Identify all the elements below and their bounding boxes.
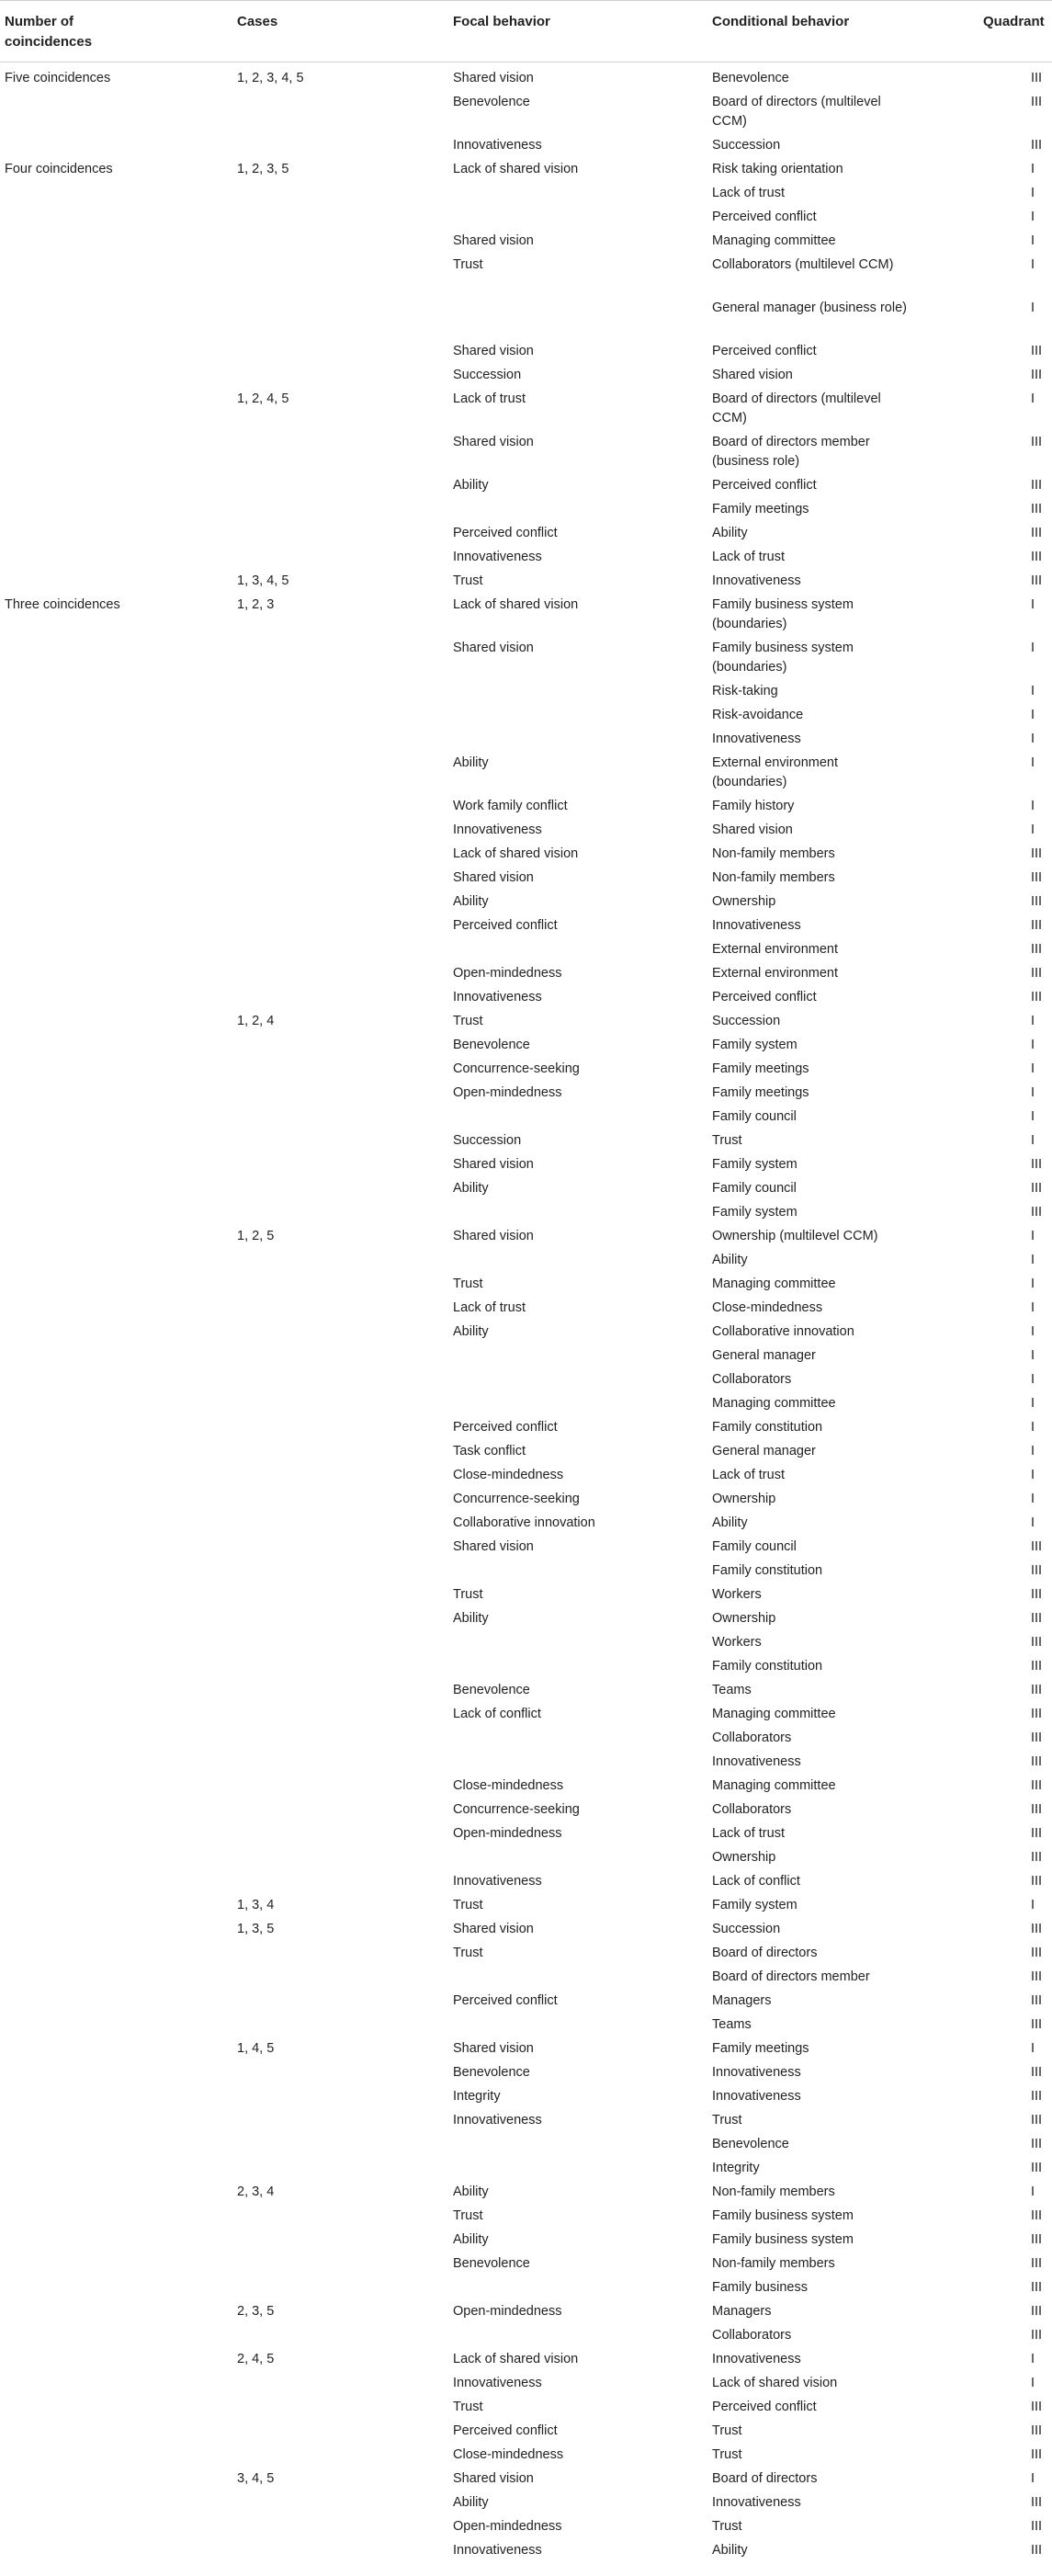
quadrant-cell: III — [1031, 2519, 1043, 2534]
quadrant-cell: III — [1031, 1802, 1043, 1817]
quadrant-cell: I — [1031, 2471, 1035, 2486]
conditional-cell: Family business system — [712, 2208, 854, 2223]
quadrant-cell: III — [1031, 573, 1043, 588]
focal-cell: Shared vision — [453, 71, 534, 85]
quadrant-cell: III — [1031, 990, 1043, 1004]
conditional-cell: Succession — [712, 138, 781, 153]
conditional-cell: Family meetings — [712, 502, 809, 516]
quadrant-cell: III — [1031, 344, 1043, 358]
quadrant-cell: III — [1031, 1563, 1043, 1578]
conditional-cell: Trust — [712, 2447, 742, 2462]
quadrant-cell: III — [1031, 1850, 1043, 1865]
quadrant-cell: III — [1031, 1611, 1043, 1626]
conditional-cell: Non-family members — [712, 2256, 835, 2271]
quadrant-cell: III — [1031, 2423, 1043, 2438]
conditional-cell: Workers — [712, 1635, 762, 1650]
focal-cell: Shared vision — [453, 233, 534, 248]
conditional-cell: Family system — [712, 1898, 797, 1912]
quadrant-cell: I — [1031, 210, 1035, 224]
quadrant-cell: III — [1031, 918, 1043, 933]
cases-cell: 1, 2, 3, 4, 5 — [237, 71, 304, 85]
quadrant-cell: I — [1031, 162, 1035, 176]
cases-cell: 2, 3, 4 — [237, 2184, 275, 2199]
focal-cell: Shared vision — [453, 870, 534, 885]
conditional-cell: Innovativeness — [712, 2089, 801, 2104]
focal-cell: Ability — [453, 2495, 489, 2510]
quadrant-cell: III — [1031, 2328, 1043, 2343]
conditional-cell: Lack of trust — [712, 1468, 785, 1482]
conditional-cell: Trust — [712, 2113, 742, 2128]
conditional-cell: Integrity — [712, 2161, 760, 2175]
focal-cell: Collaborative innovation — [453, 1515, 595, 1530]
conditional-cell: Shared vision — [712, 823, 793, 837]
conditional-cell: Family business system (boundaries) — [712, 641, 854, 675]
quadrant-cell: I — [1031, 1420, 1035, 1435]
quadrant-cell: I — [1031, 1898, 1035, 1912]
focal-cell: Shared vision — [453, 1539, 534, 1554]
quadrant-cell: III — [1031, 1969, 1043, 1984]
conditional-cell: Risk-avoidance — [712, 708, 804, 722]
quadrant-cell: I — [1031, 684, 1035, 698]
focal-cell: Benevolence — [453, 2256, 530, 2271]
quadrant-cell: III — [1031, 71, 1043, 85]
focal-cell: Open-mindedness — [453, 2519, 562, 2534]
conditional-cell: Trust — [712, 1133, 742, 1148]
conditional-cell: Ownership — [712, 1492, 776, 1506]
focal-cell: Task conflict — [453, 1444, 526, 1458]
quadrant-cell: I — [1031, 392, 1035, 406]
conditional-cell: Benevolence — [712, 2137, 789, 2151]
focal-cell: Innovativeness — [453, 2543, 542, 2558]
cases-cell: 1, 3, 5 — [237, 1922, 275, 1936]
quadrant-cell: I — [1031, 1277, 1035, 1291]
quadrant-cell: I — [1031, 2376, 1035, 2390]
focal-cell: Shared vision — [453, 2041, 534, 2056]
conditional-cell: Family meetings — [712, 1061, 809, 1076]
quadrant-cell: III — [1031, 2137, 1043, 2151]
conditional-cell: Collaborators — [712, 1731, 792, 1745]
quadrant-cell: III — [1031, 2017, 1043, 2032]
quadrant-cell: III — [1031, 2304, 1043, 2319]
quadrant-cell: III — [1031, 1754, 1043, 1769]
focal-cell: Shared vision — [453, 2471, 534, 2486]
group-label: Five coincidences — [5, 71, 111, 85]
conditional-cell: Family business — [712, 2280, 808, 2295]
quadrant-cell: III — [1031, 368, 1043, 382]
conditional-cell: General manager — [712, 1348, 816, 1363]
focal-cell: Close-mindedness — [453, 1468, 564, 1482]
focal-cell: Integrity — [453, 2089, 501, 2104]
quadrant-cell: III — [1031, 1946, 1043, 1960]
focal-cell: Open-mindedness — [453, 2304, 562, 2319]
focal-cell: Ability — [453, 478, 489, 493]
quadrant-cell: III — [1031, 1539, 1043, 1554]
conditional-cell: Managing committee — [712, 1778, 836, 1793]
conditional-cell: Board of directors — [712, 1946, 818, 1960]
focal-cell: Concurrence-seeking — [453, 1802, 580, 1817]
focal-cell: Trust — [453, 573, 483, 588]
focal-cell: Shared vision — [453, 435, 534, 449]
quadrant-cell: III — [1031, 1826, 1043, 1841]
conditional-cell: Perceived conflict — [712, 478, 817, 493]
quadrant-cell: III — [1031, 1635, 1043, 1650]
quadrant-cell: III — [1031, 1874, 1043, 1889]
conditional-cell: Lack of shared vision — [712, 2376, 838, 2390]
conditional-cell: Trust — [712, 2519, 742, 2534]
focal-cell: Perceived conflict — [453, 2423, 558, 2438]
quadrant-cell: III — [1031, 2232, 1043, 2247]
quadrant-cell: III — [1031, 966, 1043, 981]
cases-cell: 2, 3, 5 — [237, 2304, 275, 2319]
focal-cell: Benevolence — [453, 95, 530, 109]
conditional-cell: Innovativeness — [712, 573, 801, 588]
quadrant-cell: III — [1031, 870, 1043, 885]
focal-cell: Lack of conflict — [453, 1707, 541, 1721]
focal-cell: Ability — [453, 2232, 489, 2247]
quadrant-cell: III — [1031, 1707, 1043, 1721]
focal-cell: Ability — [453, 894, 489, 909]
focal-cell: Shared vision — [453, 1157, 534, 1172]
quadrant-cell: III — [1031, 1659, 1043, 1674]
conditional-cell: Innovativeness — [712, 732, 801, 746]
conditional-cell: Board of directors (multilevel CCM) — [712, 392, 881, 426]
conditional-cell: External environment — [712, 966, 839, 981]
quadrant-cell: I — [1031, 823, 1035, 837]
conditional-cell: Collaborators — [712, 2328, 792, 2343]
conditional-cell: External environment (boundaries) — [712, 755, 839, 789]
quadrant-cell: III — [1031, 1587, 1043, 1602]
conditional-cell: General manager (business role) — [712, 301, 907, 315]
quadrant-cell: III — [1031, 2447, 1043, 2462]
quadrant-cell: III — [1031, 1683, 1043, 1697]
quadrant-cell: III — [1031, 1157, 1043, 1172]
conditional-cell: Family system — [712, 1038, 797, 1052]
conditional-cell: Collaborators — [712, 1372, 792, 1387]
focal-cell: Close-mindedness — [453, 2447, 564, 2462]
quadrant-cell: I — [1031, 1300, 1035, 1315]
focal-cell: Ability — [453, 1324, 489, 1339]
quadrant-cell: III — [1031, 550, 1043, 564]
cases-cell: 1, 3, 4 — [237, 1898, 275, 1912]
conditional-cell: Family business system — [712, 2232, 854, 2247]
quadrant-cell: III — [1031, 1778, 1043, 1793]
quadrant-cell: III — [1031, 2495, 1043, 2510]
quadrant-cell: III — [1031, 2113, 1043, 2128]
focal-cell: Trust — [453, 1946, 483, 1960]
focal-cell: Trust — [453, 1587, 483, 1602]
conditional-cell: Ability — [712, 2543, 748, 2558]
focal-cell: Ability — [453, 1181, 489, 1196]
conditional-cell: Trust — [712, 2423, 742, 2438]
quadrant-cell: I — [1031, 641, 1035, 655]
quadrant-cell: I — [1031, 2352, 1035, 2366]
quadrant-cell: I — [1031, 1348, 1035, 1363]
quadrant-cell: I — [1031, 755, 1035, 770]
quadrant-cell: I — [1031, 1444, 1035, 1458]
cases-cell: 1, 3, 4, 5 — [237, 573, 289, 588]
quadrant-cell: I — [1031, 1085, 1035, 1100]
quadrant-cell: III — [1031, 138, 1043, 153]
focal-cell: Innovativeness — [453, 823, 542, 837]
quadrant-cell: I — [1031, 1109, 1035, 1124]
focal-cell: Perceived conflict — [453, 1993, 558, 2008]
conditional-cell: Innovativeness — [712, 2495, 801, 2510]
focal-cell: Innovativeness — [453, 2376, 542, 2390]
focal-cell: Benevolence — [453, 2065, 530, 2080]
header-focal: Focal behavior — [453, 14, 550, 29]
focal-cell: Open-mindedness — [453, 966, 562, 981]
quadrant-cell: I — [1031, 799, 1035, 813]
focal-cell: Lack of trust — [453, 392, 526, 406]
focal-cell: Benevolence — [453, 1683, 530, 1697]
quadrant-cell: I — [1031, 1372, 1035, 1387]
focal-cell: Shared vision — [453, 1922, 534, 1936]
cases-cell: 1, 4, 5 — [237, 2041, 275, 2056]
quadrant-cell: III — [1031, 2280, 1043, 2295]
conditional-cell: Family system — [712, 1157, 797, 1172]
conditional-cell: Innovativeness — [712, 2352, 801, 2366]
quadrant-cell: III — [1031, 1205, 1043, 1220]
conditional-cell: Family constitution — [712, 1659, 823, 1674]
header-coincidences: Number of coincidences — [5, 14, 93, 50]
focal-cell: Trust — [453, 2208, 483, 2223]
conditional-cell: Innovativeness — [712, 2065, 801, 2080]
quadrant-cell: III — [1031, 95, 1043, 109]
table-header — [0, 0, 1052, 62]
quadrant-cell: III — [1031, 2543, 1043, 2558]
quadrant-cell: III — [1031, 2400, 1043, 2414]
quadrant-cell: I — [1031, 1396, 1035, 1411]
focal-cell: Concurrence-seeking — [453, 1492, 580, 1506]
cases-cell: 3, 4, 5 — [237, 2471, 275, 2486]
header-quadrant: Quadrant — [983, 14, 1045, 29]
conditional-cell: Perceived conflict — [712, 344, 817, 358]
conditional-cell: Teams — [712, 1683, 752, 1697]
quadrant-cell: III — [1031, 2065, 1043, 2080]
focal-cell: Ability — [453, 755, 489, 770]
conditional-cell: Managers — [712, 2304, 772, 2319]
conditional-cell: Shared vision — [712, 368, 793, 382]
quadrant-cell: III — [1031, 2089, 1043, 2104]
conditional-cell: Benevolence — [712, 71, 789, 85]
conditional-cell: Family history — [712, 799, 795, 813]
quadrant-cell: III — [1031, 478, 1043, 493]
quadrant-cell: III — [1031, 502, 1043, 516]
group-label: Three coincidences — [5, 597, 120, 612]
conditional-cell: Close-mindedness — [712, 1300, 823, 1315]
focal-cell: Concurrence-seeking — [453, 1061, 580, 1076]
quadrant-cell: III — [1031, 2161, 1043, 2175]
focal-cell: Shared vision — [453, 344, 534, 358]
conditional-cell: Family constitution — [712, 1563, 823, 1578]
quadrant-cell: I — [1031, 2041, 1035, 2056]
focal-cell: Ability — [453, 1611, 489, 1626]
quadrant-cell: I — [1031, 1324, 1035, 1339]
quadrant-cell: I — [1031, 708, 1035, 722]
quadrant-cell: I — [1031, 1515, 1035, 1530]
conditional-cell: Family council — [712, 1181, 797, 1196]
header-cases: Cases — [237, 14, 278, 29]
focal-cell: Shared vision — [453, 641, 534, 655]
conditional-cell: Lack of conflict — [712, 1874, 800, 1889]
focal-cell: Innovativeness — [453, 550, 542, 564]
quadrant-cell: III — [1031, 942, 1043, 957]
conditional-cell: Managers — [712, 1993, 772, 2008]
focal-cell: Lack of shared vision — [453, 846, 579, 861]
conditional-cell: Risk taking orientation — [712, 162, 843, 176]
conditional-cell: Board of directors — [712, 2471, 818, 2486]
conditional-cell: Family business system (boundaries) — [712, 597, 854, 631]
conditional-cell: Non-family members — [712, 846, 835, 861]
conditional-cell: Lack of trust — [712, 550, 785, 564]
quadrant-cell: III — [1031, 1993, 1043, 2008]
conditional-cell: Perceived conflict — [712, 210, 817, 224]
cases-cell: 1, 2, 4 — [237, 1014, 275, 1028]
quadrant-cell: III — [1031, 1922, 1043, 1936]
focal-cell: Succession — [453, 1133, 522, 1148]
quadrant-cell: III — [1031, 1731, 1043, 1745]
conditional-cell: Managing committee — [712, 233, 836, 248]
conditional-cell: Board of directors member — [712, 1969, 870, 1984]
conditional-cell: Lack of trust — [712, 1826, 785, 1841]
quadrant-cell: III — [1031, 526, 1043, 540]
conditional-cell: Board of directors member (business role) — [712, 435, 870, 469]
focal-cell: Close-mindedness — [453, 1778, 564, 1793]
cases-cell: 1, 2, 4, 5 — [237, 392, 289, 406]
cases-cell: 1, 2, 5 — [237, 1229, 275, 1243]
conditional-cell: Collaborators (multilevel CCM) — [712, 257, 894, 272]
focal-cell: Trust — [453, 1898, 483, 1912]
cases-cell: 1, 2, 3, 5 — [237, 162, 289, 176]
header-conditional: Conditional behavior — [712, 14, 850, 29]
focal-cell: Innovativeness — [453, 138, 542, 153]
quadrant-cell: III — [1031, 894, 1043, 909]
focal-cell: Trust — [453, 2400, 483, 2414]
conditional-cell: Family meetings — [712, 1085, 809, 1100]
focal-cell: Open-mindedness — [453, 1085, 562, 1100]
conditional-cell: Managing committee — [712, 1707, 836, 1721]
quadrant-cell: I — [1031, 2184, 1035, 2199]
focal-cell: Lack of shared vision — [453, 2352, 579, 2366]
conditional-cell: Family council — [712, 1109, 797, 1124]
quadrant-cell: I — [1031, 1253, 1035, 1267]
quadrant-cell: I — [1031, 301, 1035, 315]
conditional-cell: Non-family members — [712, 870, 835, 885]
quadrant-cell: I — [1031, 1492, 1035, 1506]
focal-cell: Benevolence — [453, 1038, 530, 1052]
conditional-cell: Collaborative innovation — [712, 1324, 854, 1339]
conditional-cell: Family system — [712, 1205, 797, 1220]
quadrant-cell: I — [1031, 1229, 1035, 1243]
conditional-cell: Innovativeness — [712, 918, 801, 933]
focal-cell: Trust — [453, 257, 483, 272]
focal-cell: Lack of shared vision — [453, 162, 579, 176]
focal-cell: Trust — [453, 1014, 483, 1028]
conditional-cell: Lack of trust — [712, 186, 785, 200]
conditional-cell: Perceived conflict — [712, 990, 817, 1004]
quadrant-cell: I — [1031, 1061, 1035, 1076]
conditional-cell: Non-family members — [712, 2184, 835, 2199]
quadrant-cell: I — [1031, 1038, 1035, 1052]
conditional-cell: Managing committee — [712, 1277, 836, 1291]
cases-cell: 1, 2, 3 — [237, 597, 275, 612]
focal-cell: Succession — [453, 368, 522, 382]
quadrant-cell: I — [1031, 1014, 1035, 1028]
conditional-cell: Teams — [712, 2017, 752, 2032]
focal-cell: Lack of shared vision — [453, 597, 579, 612]
focal-cell: Perceived conflict — [453, 918, 558, 933]
conditional-cell: Family meetings — [712, 2041, 809, 2056]
quadrant-cell: I — [1031, 597, 1035, 612]
conditional-cell: Board of directors (multilevel CCM) — [712, 95, 881, 129]
conditional-cell: Ability — [712, 526, 748, 540]
focal-cell: Work family conflict — [453, 799, 568, 813]
focal-cell: Perceived conflict — [453, 1420, 558, 1435]
conditional-cell: Family constitution — [712, 1420, 823, 1435]
conditional-cell: Ownership (multilevel CCM) — [712, 1229, 878, 1243]
conditional-cell: Family council — [712, 1539, 797, 1554]
conditional-cell: Perceived conflict — [712, 2400, 817, 2414]
focal-cell: Open-mindedness — [453, 1826, 562, 1841]
quadrant-cell: I — [1031, 257, 1035, 272]
conditional-cell: External environment — [712, 942, 839, 957]
conditional-cell: Workers — [712, 1587, 762, 1602]
focal-cell: Innovativeness — [453, 2113, 542, 2128]
focal-cell: Shared vision — [453, 1229, 534, 1243]
conditional-cell: Risk-taking — [712, 684, 778, 698]
conditional-cell: Ownership — [712, 1850, 776, 1865]
conditional-cell: Innovativeness — [712, 1754, 801, 1769]
cases-cell: 2, 4, 5 — [237, 2352, 275, 2366]
quadrant-cell: III — [1031, 2256, 1043, 2271]
conditional-cell: Succession — [712, 1014, 781, 1028]
focal-cell: Perceived conflict — [453, 526, 558, 540]
conditional-cell: Ownership — [712, 1611, 776, 1626]
quadrant-cell: I — [1031, 233, 1035, 248]
quadrant-cell: III — [1031, 435, 1043, 449]
quadrant-cell: I — [1031, 186, 1035, 200]
quadrant-cell: III — [1031, 846, 1043, 861]
group-label: Four coincidences — [5, 162, 113, 176]
focal-cell: Innovativeness — [453, 990, 542, 1004]
quadrant-cell: III — [1031, 1181, 1043, 1196]
conditional-cell: General manager — [712, 1444, 816, 1458]
quadrant-cell: I — [1031, 1133, 1035, 1148]
focal-cell: Lack of trust — [453, 1300, 526, 1315]
focal-cell: Trust — [453, 1277, 483, 1291]
focal-cell: Ability — [453, 2184, 489, 2199]
conditional-cell: Collaborators — [712, 1802, 792, 1817]
conditional-cell: Succession — [712, 1922, 781, 1936]
conditional-cell: Managing committee — [712, 1396, 836, 1411]
conditional-cell: Ability — [712, 1253, 748, 1267]
quadrant-cell: I — [1031, 1468, 1035, 1482]
conditional-cell: Ownership — [712, 894, 776, 909]
focal-cell: Innovativeness — [453, 1874, 542, 1889]
quadrant-cell: I — [1031, 732, 1035, 746]
quadrant-cell: III — [1031, 2208, 1043, 2223]
conditional-cell: Ability — [712, 1515, 748, 1530]
